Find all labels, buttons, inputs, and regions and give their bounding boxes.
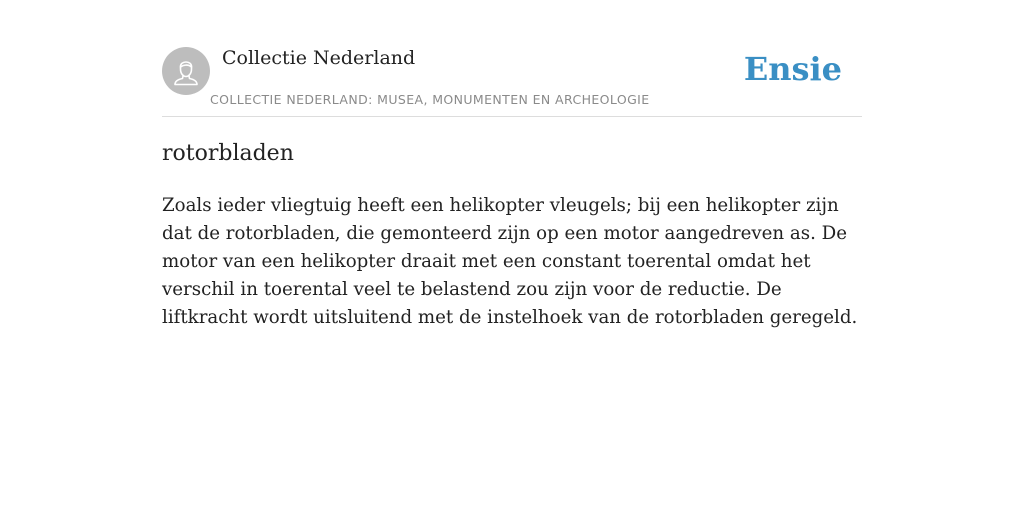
entry-title: rotorbladen (162, 141, 294, 166)
author-name[interactable]: Collectie Nederland (222, 47, 416, 69)
author-avatar[interactable] (162, 47, 210, 95)
source-label[interactable]: COLLECTIE NEDERLAND: MUSEA, MONUMENTEN EN ARCHEOLOGIE (210, 92, 650, 107)
user-silhouette-icon (162, 47, 210, 95)
brand-logo[interactable]: Ensie (743, 50, 842, 88)
entry-definition: Zoals ieder vliegtuig heeft een helikopter vleugels; bij een helikopter zijn dat de rotorbladen, die gemonteerd zijn op een motor aangedreven as. De motor van een helikopter draait met een constant toerental omdat het verschil in toerental veel te belastend zou zijn voor de reductie. De liftkracht wordt uitsluitend met de instelhoek van de rotorbladen geregeld. (162, 195, 858, 328)
entry-header (162, 46, 862, 117)
